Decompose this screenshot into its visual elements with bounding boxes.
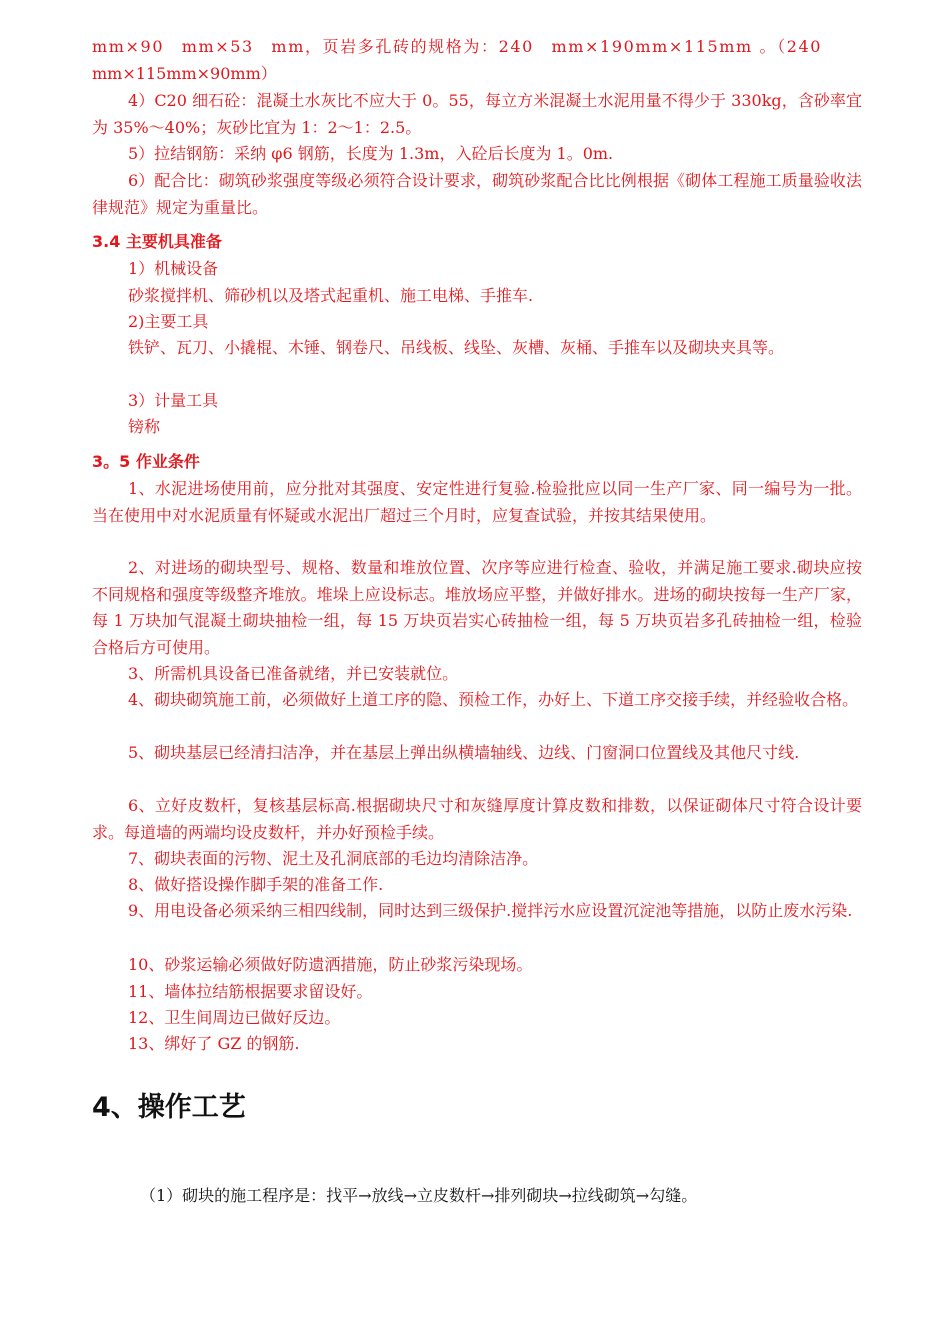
- condition-item-12: 12、卫生间周边已做好反边。: [128, 1008, 341, 1027]
- list-item-measuring-text: 镑称: [128, 417, 161, 436]
- paragraph-mix-ratio: 6）配合比：砌筑砂浆强度等级必须符合设计要求，砌筑砂浆配合比比例根据《砌体工程施工质量验收法律规范》规定为重量比。: [92, 171, 862, 217]
- condition-item-10: 10、砂浆运输必须做好防遗洒措施，防止砂浆污染现场。: [128, 955, 533, 974]
- section-heading-3-5: 3。5 作业条件: [92, 452, 200, 471]
- paragraph-brick-spec-line-1: mm×90 mm×53 mm，页岩多孔砖的规格为：240 mm×190mm×115mm 。（240: [92, 37, 823, 56]
- condition-item-1: 1、水泥进场使用前，应分批对其强度、安定性进行复验.检验批应以同一生产厂家、同一编号为一批。当在使用中对水泥质量有怀疑或水泥出厂超过三个月时，应复查试验，并按其结果使用。: [92, 479, 862, 525]
- condition-item-13: 13、绑好了 GZ 的钢筋.: [128, 1034, 300, 1053]
- paragraph-c20-concrete: 4）C20 细石砼：混凝土水灰比不应大于 0。55，每立方米混凝土水泥用量不得少于 330kg，含砂率宜为 35%～40%；灰砂比宜为 1：2～1：2.5。: [92, 91, 862, 137]
- condition-item-3: 3、所需机具设备已准备就绪，并已安装就位。: [128, 664, 459, 683]
- condition-item-7: 7、砌块表面的污物、泥土及孔洞底部的毛边均清除洁净。: [128, 849, 539, 868]
- condition-item-9: 9、用电设备必须采纳三相四线制，同时达到三级保护.搅拌污水应设置沉淀池等措施，以防止废水污染.: [128, 901, 853, 920]
- procedure-step-1: （1）砌块的施工程序是：找平→放线→立皮数杆→排列砌块→拉线砌筑→勾缝。: [140, 1186, 698, 1205]
- list-item-measuring-label: 3）计量工具: [128, 391, 219, 410]
- list-item-machinery-text: 砂浆搅拌机、筛砂机以及塔式起重机、施工电梯、手推车.: [128, 286, 534, 305]
- condition-item-5: 5、砌块基层已经清扫洁净，并在基层上弹出纵横墙轴线、边线、门窗洞口位置线及其他尺寸线.: [128, 743, 800, 762]
- list-item-tools-label: 2)主要工具: [128, 312, 209, 331]
- section-heading-4: 4、操作工艺: [92, 1092, 246, 1123]
- condition-item-8: 8、做好搭设操作脚手架的准备工作.: [128, 875, 384, 894]
- condition-item-11: 11、墙体拉结筋根据要求留设好。: [128, 982, 373, 1001]
- condition-item-6: 6、立好皮数杆，复核基层标高.根据砌块尺寸和灰缝厚度计算皮数和排数，以保证砌体尺寸符合设计要求。每道墙的两端均设皮数杆，并办好预检手续。: [92, 796, 862, 842]
- paragraph-brick-spec-line-2: mm×115mm×90mm）: [92, 64, 277, 83]
- section-heading-3-4: 3.4 主要机具准备: [92, 232, 222, 251]
- paragraph-tie-rebar: 5）拉结钢筋：采纳 φ6 钢筋，长度为 1.3m，入砼后长度为 1。0m.: [128, 144, 614, 163]
- list-item-machinery-label: 1）机械设备: [128, 259, 219, 278]
- condition-item-4: 4、砌块砌筑施工前，必须做好上道工序的隐、预检工作，办好上、下道工序交接手续，并经验收合格。: [128, 690, 859, 709]
- list-item-tools-text: 铁铲、瓦刀、小撬棍、木锤、钢卷尺、吊线板、线坠、灰槽、灰桶、手推车以及砌块夹具等。: [128, 338, 785, 357]
- condition-item-2: 2、对进场的砌块型号、规格、数量和堆放位置、次序等应进行检查、验收，并满足施工要求.砌块应按不同规格和强度等级整齐堆放。堆垛上应设标志。堆放场应平整，并做好排水。进场的砌块按每一生产厂家，每 1 万块加气混凝土砌块抽检一组，每 15 万块页岩实心砖抽检一组，每 5 万块页岩多孔砖抽检一组，检验合格后方可使用。: [92, 558, 862, 657]
